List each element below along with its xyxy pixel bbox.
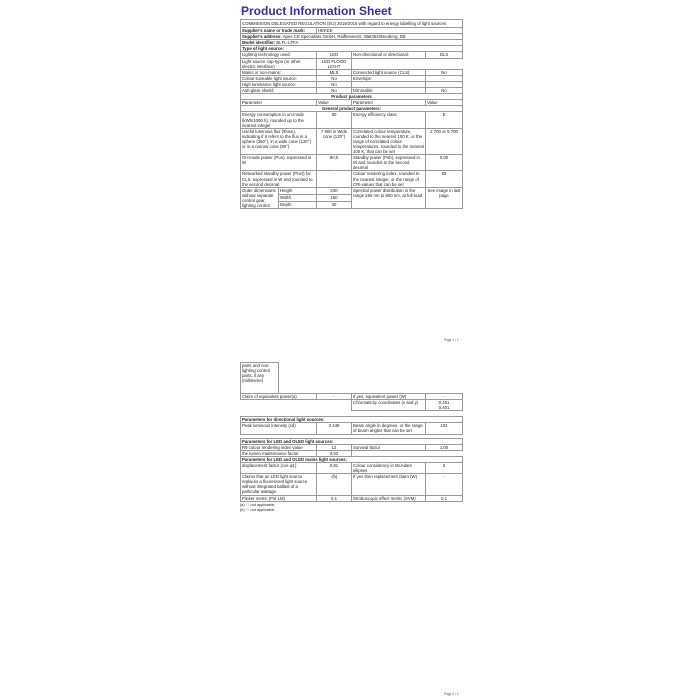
r9-value: 12 [317,444,352,450]
row-label: Mains or non-mains: [241,69,317,75]
type-heading: Type of light source: [241,46,463,52]
survival-value: 1,00 [426,444,463,450]
disp-label: displacement factor (cos φ1) [241,462,317,473]
row-value: No [317,75,352,81]
row-label: Colour-tuneable light source: [241,75,317,81]
info-table-2 [240,362,463,502]
row-value-2: 2 700 or 5 700 [426,128,463,154]
row-label: Light source cap-type (or other electric interface) [241,58,317,69]
equiv-yes-value: - [426,394,463,400]
dims-row [241,187,463,194]
page-title: Product Information Sheet [241,4,392,18]
param-row [241,495,463,501]
chroma-x: 0,451 [438,400,450,406]
col-value: Value [317,100,352,106]
equiv-power-value: - [317,394,352,400]
row-value-2: - [426,75,463,81]
outer-dims-label: Outer dimensions without separate control gear, lighting control [241,187,279,208]
dim-key: Height [279,187,317,194]
peak-value: 3 449 [317,423,352,434]
row-value: No [317,81,352,87]
param-row [241,462,463,473]
row-value-2: E [426,112,463,128]
supplier-address-label: Supplier's address: [242,34,282,40]
page-2 [240,362,462,514]
led-heading: Parameters for LED and OLED light sources: [241,438,463,444]
page-1 [240,0,462,209]
directional-heading: Parameters for directional light sources: [241,417,463,423]
col-value-2: Value [426,100,463,106]
claims-label: Claims that an LED light source replaces a fluorescent light source without integrated ballast of a particular wattage. [241,474,317,495]
model-label: Model identifier: [242,40,276,46]
supplier-name-label: Supplier's name or trade mark: [241,28,317,34]
strobo-value: 0,1 [426,495,463,501]
param-row [241,155,463,171]
spectral-label: Spectral power distribution in the range 250 nm to 800 nm, at full-load [352,187,426,208]
type-row [241,58,463,69]
lumen-maint-value: 0,93 [317,450,352,456]
row-label: Networked standby power (Pnet) for CLS, expressed in W and rounded to the second decimal [241,171,317,187]
row-label-2: Dimmable: [352,88,426,94]
row-label: Energy consumption in on-mode (kWh/1000 h), rounded up to the nearest integer [241,112,317,128]
row-label: On-mode power (Pon), expressed in W [241,155,317,171]
footnote-a: (a) '-': not applicable; [240,502,276,507]
dim-value: 30 [317,201,352,208]
row-label-2: Connected light source (CLS): [352,69,426,75]
peak-label: Peak luminous intensity (cd) [241,423,317,434]
row-label: Anti-glare shield: [241,88,317,94]
param-row [241,112,463,128]
row-label-2: Energy efficiency class [352,112,426,128]
supplier-name: HEKEE [317,28,463,34]
row-value-2: No [426,69,463,75]
row-value-2: 83 [426,171,463,187]
mains-heading: Parameters for LED and OLED mains light sources: [241,456,463,462]
row-value-2 [426,58,463,69]
replacement-label: If yes then replacement claim (W) [352,474,426,495]
row-label-2: Envelope: [352,75,426,81]
survival-label: Survival factor [352,444,426,450]
row-value: LED [317,52,352,58]
row-value: 80 [317,112,352,128]
row-value: LED FLOOD LIGHT [317,58,352,69]
regulation-text: COMMISSION DELEGATED REGULATION (EU) 2019/2015 with regard to energy labelling of light sources [241,20,463,28]
dim-key: Width [279,194,317,201]
chroma-y: 0,401 [438,405,450,411]
row-value-2: No [426,88,463,94]
row-label: High luminance light source: [241,81,317,87]
row-label: Useful luminous flux (Φuse), indicating if it refers to the flux in a sphere (360°), in a wide cone (120°) or in a narrow cone (90°) [241,128,317,154]
beam-label: Beam angle in degrees, or the range of beam angles that can be set [352,423,426,434]
dim-value: 240 [317,187,352,194]
page-1-footer: Page 1 / 2 [444,338,459,342]
row-label-2: Non-directional or directional: [352,52,426,58]
row-label-2: Correlated colour temperature, rounded to the nearest 100 K, or the range of correlated colour temperatures, rounded to the nearest 100 K, that can be set [353,128,424,155]
lumen-maint-label: the lumen maintenance factor [241,450,317,456]
param-row [241,423,463,434]
disp-value: 0,91 [317,462,352,473]
param-row [241,171,463,187]
mcadam-value: 3 [426,462,463,473]
row-label-2: Standby power (Psb), expressed in W and rounded to the second decimal [352,155,426,171]
param-row [241,474,463,495]
info-table [240,19,463,209]
claims-value: -(b) [317,474,352,495]
mcadam-label: Colour consistency in McAdam ellipses [352,462,426,473]
row-value: No [317,88,352,94]
chroma-label: Chromaticity coordinates (x and y) [352,400,426,411]
dims-cont-row [241,363,463,394]
param-row [241,400,463,411]
equiv-power-label: Claim of equivalent power(a) [241,394,317,400]
row-label-2 [352,58,426,69]
general-heading: General product parameters: [241,106,463,112]
row-value-2: 0,00 [426,155,463,171]
model-identifier: BLFL-LFFA [276,40,299,46]
supplier-address: Apex CE Specialists GmbH, Raiffeisenstr. 3la63543Neuberg, DE [282,34,406,40]
row-value: MLS [317,69,352,75]
beam-value: 102 [426,423,463,434]
r9-label: R9 colour rendering index value [241,444,317,450]
flicker-value: 0,1 [317,495,352,501]
strobo-label: Stroboscopic effect metric (SVM) [352,495,426,501]
row-value: 7 900 in Wide cone (120°) [317,128,352,154]
dim-key: Depth [279,201,317,208]
footnote-b: (b) '-': not applicable; [240,508,276,513]
col-parameter: Parameter [241,100,317,106]
row-value: - [317,171,352,187]
replacement-value: - [426,474,463,495]
page-2-footer: Page 2 / 2 [444,692,459,696]
row-label: Lighting technology used: [241,52,317,58]
outer-dims-cont: parts and non-lighting control parts, if any (millimetre) [241,363,279,394]
equiv-yes-label: If yes, equivalent power (W) [352,394,426,400]
flicker-label: Flicker metric (Pst LM) [241,495,317,501]
row-label-2: Colour rendering index, rounded to the nearest integer, or the range of CRI-values that can be set [352,171,426,187]
product-parameters-heading: Product parameters [241,94,463,100]
col-parameter-2: Parameter [352,100,426,106]
spectral-value: See image in last page [426,187,463,208]
row-value-2: DLS [426,52,463,58]
chroma-value [426,400,463,411]
row-value: 80,0 [317,155,352,171]
footnotes [240,503,462,514]
dim-value: 150 [317,194,352,201]
param-row [241,128,463,154]
